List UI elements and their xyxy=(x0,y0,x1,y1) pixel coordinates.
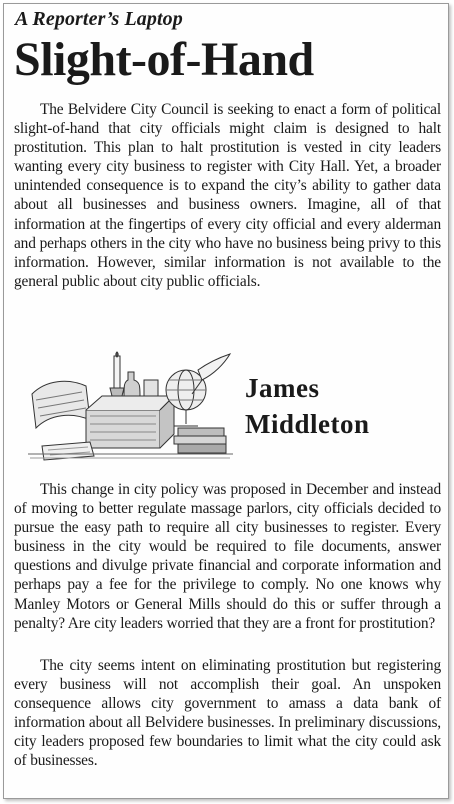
column-headline: Slight-of-Hand xyxy=(14,33,314,86)
column-clipping xyxy=(3,3,449,799)
author-name xyxy=(245,370,370,442)
article-paragraph-1: The Belvidere City Council is seeking to enact a form of political slight-of-hand that city officials might claim is designed to halt prostitution. This plan to halt prostitution is vested in city leaders wanting every city business to register with City Hall. Yet, a broader unintended consequence is to expand the city’s ability to gather data about all businesses and business owners. Imagine, all of that information at the fingertips of every city official and every alderman and perhaps others in the city who have no business being privy to this information. However, similar information is not available to the general public about city public officials. xyxy=(14,101,441,290)
column-kicker: A Reporter’s Laptop xyxy=(15,8,183,30)
desk-engraving-illustration xyxy=(28,350,233,462)
author-last-name: Middleton xyxy=(245,409,370,439)
article-paragraph-3: The city seems intent on eliminating prostitution but registering every business will not accomplish their goal. An unspoken consequence allows city government to amass a data bank of information about all Belvidere businesses. In preliminary discussions, city leaders proposed few boundaries to limit what the city could ask of businesses. xyxy=(14,657,441,770)
author-first-name: James xyxy=(245,373,320,403)
article-paragraph-2: This change in city policy was proposed in December and instead of moving to better regulate massage parlors, city officials decided to pursue the easy path to require all city businesses to register. Every business in the city would be required to file documents, answer questions and divulge private financial and corporate information and perhaps pay a fee for the privilege to comply. No one knows why Manley Motors or General Mills should do this or suffer through a penalty? Are city leaders worried that they are a front for prostitution? xyxy=(14,481,441,632)
